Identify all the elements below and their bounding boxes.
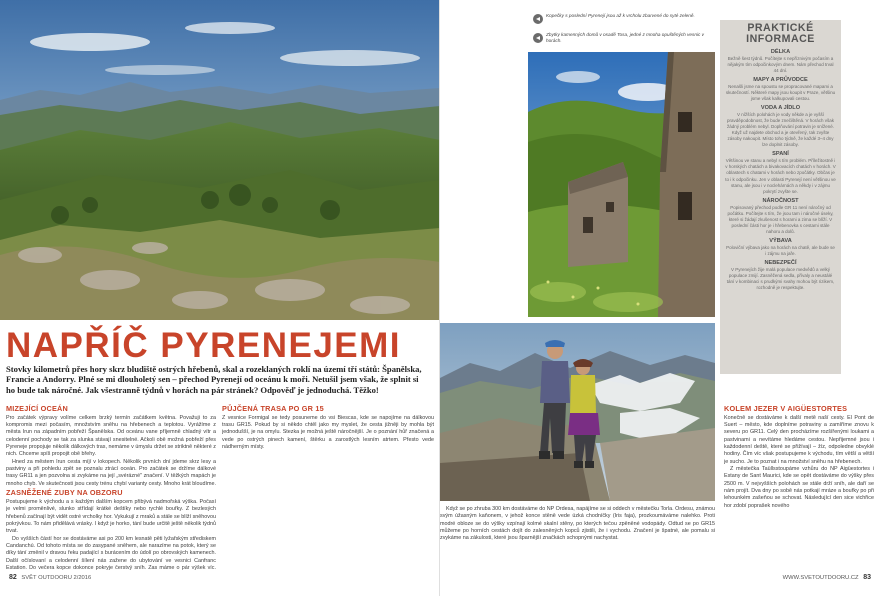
page-number: 82	[9, 574, 17, 581]
info-section-narocnost	[725, 198, 836, 235]
section-head-mizejici: MIZEJÍCÍ OCEÁN	[6, 404, 68, 413]
info-heading: NEBEZPEČÍ	[764, 259, 797, 266]
info-heading: NÁROČNOST	[762, 197, 799, 204]
magazine-issue: SVĚT OUTDOORU 2/2016	[21, 575, 92, 581]
info-title: PRAKTICKÉ INFORMACE	[746, 22, 815, 46]
mountain-panorama-photo	[0, 0, 440, 320]
article-lead: Stovky kilometrů přes hory skrz bludiště ostrých hřebenů, skal a rozeklaných roklí na území tří států: Španělska, Francie a Andorry. Plné se mi dlouholetý sen – přechod Pyrenejí od oceánu k moři. Netušil jsem však, že splnit si ho bude tak náročné. Jak všestranně týdnů v horách na pár stránek? Odpověď je jednoduchá. Těžko!	[6, 364, 422, 395]
info-heading: SPANÍ	[772, 151, 789, 158]
info-heading: MAPY A PRŮVODCE	[753, 76, 808, 83]
info-heading: VÝBAVA	[769, 237, 792, 244]
practical-info-box	[720, 20, 841, 374]
caption-second: Zbytky kamenných domů v osadě Tosa, jedné z mnoha opuštěných vesnic v horách.	[546, 32, 704, 43]
info-section-vybava	[725, 238, 836, 257]
right-page	[440, 0, 880, 596]
info-text: Poloviční výbava jako na horách na chatě, ale bude se i zájmu na jaře.	[726, 244, 835, 256]
stone-house-photo	[528, 52, 715, 317]
info-text: V nížších polohách je vody někde a je vyšší pravděpodobnost, že bude znečištěná. V horách však žádný problém nebyl. Doplňování potravin je snížené. Když už najdete obchod a je otevřený, tak zvyšte zásoby nakoupit. Místo toho týdně, že každé 3–4 dny lze doplnit zásoby.	[726, 112, 835, 148]
caption-top: Kopečky s poslední Pyrenejí jsou až k vrcholu zbarvené do syté zeleně.	[546, 13, 695, 18]
paragraph: Pro začátek výpravy volíme celkem brzký termín začátkem května. Považuji to za kompromis mezi počasím, množstvím sněhu na hřebenech a teplotou. Vyrážíme z města Irun na západním pobřeží Španělska. Od oceánu vane příjemně chladný vítr a celodenní pochody se tak za slunka stávají snesitelné. Ačkoli obě možná pobřeží přes Pyreneje propojuje několik dálkových tras, nemáme v úmyslu držet se striktně některé z nich. Chceme spíš propojit obě břehy.	[6, 414, 216, 458]
folio-left	[6, 574, 91, 581]
caption-arrow-icon	[533, 14, 543, 24]
paragraph: Do vyšších částí hor se dostáváme asi po 200 km lesnatě pěti lyžařským střediskem Candanchú. Od tohoto místa se do zasypané sněhem, ale narazíme na potok, který se díky tání změnil v dravou řeku padající s burácením do údolí po obrovských kamenech. Další očíslovaní a celodenní šílení nás zažene do ubytování ve vesnici Canfranc Estation. Do večera kopce dokonce pokryje čerstvý sníh. Zas máme o pár výšek víc.	[6, 535, 216, 571]
info-text: Většinou ve stanu a nebyl s tím problém. Příležitostně i v horských chatách a bivakovacích chatách v horách. V oblastech s chatami v horách nebo zpočátky. Občas je to i k odpočinku. Jen v oblasti Pyrenejí není většinou ve stanu, ale jsou i v noclehárnách a někdy i v zájmu pokrytí zvyšte se.	[725, 158, 836, 194]
paragraph: Z městečka Taüllsstoupáme vzhůru do NP Aigüestortes i Estany de Sant Maurici, kde se opět dostáváme do výšky přes 2500 m. V nejvyšších polohách se stále drží sníh, ale daří se nám projít. Dva dny po sobě nás potkají mráze a bouřky po při lehounkém zašeňou se schovat. Následující den sice vichřice hor zdobí poprašek nového	[724, 466, 874, 509]
info-heading: DÉLKA	[770, 48, 791, 55]
info-section-spani	[725, 151, 836, 194]
paragraph: Hned za městem Irun cesta míjí v lokopech. Několik prvních dní jdeme skrz lesy a pastviny a při pohledu zpět se poznalu ztrácí oceán. Pro začátek se držíme dálkové trasy GR11 a jen pozvolna si zvykáme na její „svéráznéˮ značení. V těžkých mapách je mnoho chyb. Ve skutečnosti jsou cesty trénu chybí varianty cesty. Mnoho krát bloudíme.	[6, 458, 216, 487]
caption-arrow-icon	[533, 33, 543, 43]
page-number: 83	[863, 574, 871, 581]
info-heading: VODA A JÍDLO	[760, 105, 801, 112]
text-column-4	[724, 404, 874, 572]
info-text: V Pyrenejích žije malá populace medvědů a velký populace zmijí. Zasněžená sedla, přívaly a neustálé tání v kombinaci s prudkými svahy mohou být rizikem, rozhodně je respektujte.	[726, 266, 835, 291]
info-text: Popisovaný přechod podle GR 11 není náročný od počátku. Počítejte s tím, že jsou tam i náročné úseky, které si žádají zkušenost s horami a zima se blíží. V poslední části hor je i hřebenovka s cestami stále nahoru a dolů.	[727, 204, 834, 234]
paragraph: Z vesnice Formigal se tedy posuneme do vsi Biescas, kde se napojíme na dálkovou trasu GR15. Pokud by si někdo chtěl jako my myslet, že cesta jižněji by mohla být jednodušší, je na omylu. Stezka je možná ještě náročnější. Je o poznání hůř značená a vede po ostrých pinech kamení, štěrku a zarostlých lesním atrtem. Přesto vede nádherným místy.	[222, 414, 434, 451]
info-section-mapy	[725, 77, 836, 102]
website: WWW.SVETOUTDOORU.CZ	[782, 575, 859, 581]
paragraph: Když se po zhruba 300 km dostáváme do NP Ordesa, napájíme se si oddech v městečku Torla. Ordesu, známou svým úžasným kaňonem, v jehož konce stěně vede úzká chodníčky (Iris faja), prozkoumáváme nalehko. Proti modré obloze se do výšky vzpínají kolmé skalní stěny, po kterých tečou zpěněné vodopády. Odtud se po GR15 můžeme po horních cestách dojít do zalesněných kopců zjistili, že i vychodu. Značení je špatné, ale pomalu si zvykáme na zákulosti, které jsou šparnější značkách schopnými nachystat.	[440, 506, 715, 542]
section-head-pujcena: PŮJČENÁ TRASA PO GR 15	[222, 404, 324, 413]
section-head-zasnezene: ZASNĚŽENÉ ZUBY NA OBZORU	[6, 488, 123, 498]
folio-right	[783, 574, 874, 581]
info-section-voda	[725, 105, 836, 148]
hikers-couple-photo	[440, 323, 715, 501]
section-head-kolem: KOLEM JEZER V AIGÜESTORTES	[724, 404, 848, 413]
info-section-delka	[725, 49, 836, 74]
info-text: Bežně šest týdnů. Počítejte s nepříznivým počasím a nějakým tím odpočinkovým dnem. Nám přechod trval 44 dní.	[727, 55, 834, 73]
paragraph: Postupujeme k východu a s každým dalším kopcem přibývá nadmořská výška. Počasí je velmi proměnlivé, slunko střídají krátké deštíky nebo rychlé bouřky. Z bezlesých hřebenů začínají být vidět ostré vrcholky hor. Vykukují z mraků a stále se blíží sněhovou pokrývkou. To nám přidělává vrásky. I když je horko, tání bude určitě ještě několik týdnů trvat.	[6, 498, 216, 535]
text-column-3	[440, 506, 715, 572]
text-column-1	[6, 404, 216, 572]
info-text: Nenašli jsme na spoustu se propracované mapami a skutečností. Některé mapy jsou koupit v Praze, většinu jsme však kalkupovali cestou.	[725, 83, 836, 102]
info-section-nebezpeci	[725, 260, 836, 291]
paragraph: Konečně se dostáváme k další metě naší cesty. El Pont de Suert – město, kde doplníme potraviny a zamíříme znovu k severu po GR11. Celý den procházíme rozšířenými loukami a pastvinami a nevítáme hledáme cestou. Nepřijemné jsou i každodenní deště, které se přižívají – žíz, odpoledne obvyklé hodiny. Čím víc však postupujeme k východu, tím větší a větší je sucho. Je to poznat i na množství sněhu na hřebenech.	[724, 414, 874, 465]
article-title: NAPŘÍČ PYRENEJEMI	[6, 326, 402, 365]
text-column-2	[222, 404, 434, 572]
